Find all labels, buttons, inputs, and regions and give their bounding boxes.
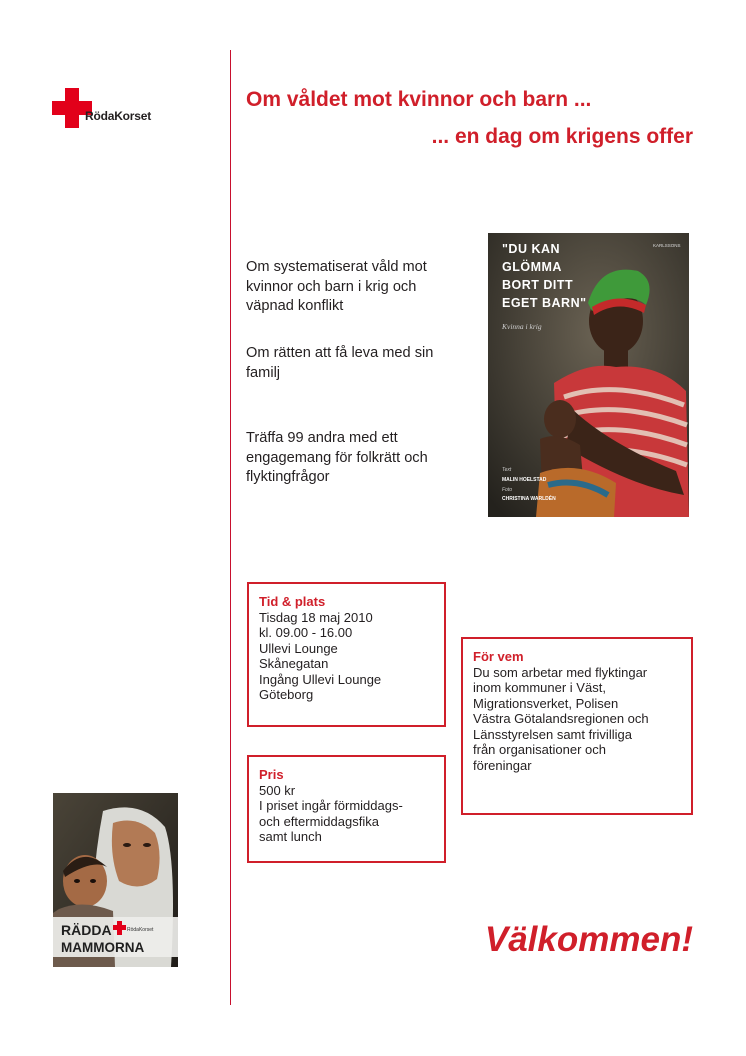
- audience-line: från organisationer och: [473, 742, 606, 757]
- audience-line: föreningar: [473, 757, 532, 773]
- headline-line-2: ... en dag om krigens offer: [431, 125, 693, 148]
- cover2-title-line-1: RÄDDA: [61, 922, 112, 938]
- time-and-place-box: [247, 582, 446, 727]
- book-title-line-2: GLÖMMA: [502, 260, 562, 274]
- event-city: Göteborg: [259, 687, 314, 702]
- event-venue: Ullevi Lounge: [259, 640, 338, 656]
- audience-line: Du som arbetar med flyktingar: [473, 664, 648, 680]
- price-includes-line-3: samt lunch: [259, 829, 322, 844]
- paragraph-violence: Om systematiserat våld mot kvinnor och barn i krig och väpnad konflikt: [246, 259, 427, 314]
- audience-line: Migrationsverket, Polisen: [473, 695, 619, 711]
- book-subtitle: Kvinna i krig: [502, 322, 542, 331]
- book-title-line-4: EGET BARN": [502, 296, 587, 310]
- audience-line: inom kommuner i Väst,: [473, 680, 606, 695]
- event-street: Skånegatan: [259, 656, 329, 671]
- cover2-brand: RödaKorset: [127, 927, 154, 933]
- book-publisher: KARLSSONS: [653, 243, 681, 248]
- book-photo-label: Foto: [502, 487, 513, 493]
- book-author-2: CHRISTINA WARLDÉN: [502, 496, 556, 502]
- welcome-text: Välkommen!: [484, 920, 693, 959]
- book-cover-image: [488, 233, 689, 517]
- audience-heading: För vem: [473, 649, 524, 664]
- logo-brand-text: RödaKorset: [85, 109, 152, 123]
- cover2-title-line-2: MAMMORNA: [61, 940, 145, 955]
- book-author-1: MALIN HOELSTAD: [502, 477, 547, 483]
- radda-mammorna-illustration: [53, 793, 178, 967]
- rodakorset-logo: [52, 88, 172, 132]
- vertical-divider: [230, 50, 231, 1005]
- time-and-place-heading: Tid & plats: [259, 594, 326, 609]
- price-box: [247, 755, 446, 863]
- event-date: Tisdag 18 maj 2010: [259, 609, 373, 625]
- price-heading: Pris: [259, 767, 284, 782]
- price-includes-line-2: och eftermiddagsfika: [259, 813, 379, 829]
- headline-line-1: Om våldet mot kvinnor och barn ...: [246, 88, 592, 111]
- price-includes-line-1: I priset ingår förmiddags-: [259, 798, 403, 813]
- audience-line: Västra Götalandsregionen och: [473, 711, 649, 726]
- event-time: kl. 09.00 - 16.00: [259, 625, 353, 640]
- audience-box: [461, 637, 693, 815]
- paragraph-meet: Träffa 99 andra med ett engagemang för folkrätt och flyktingfrågor: [246, 430, 428, 485]
- price-amount: 500 kr: [259, 782, 296, 798]
- radda-mammorna-cover: [53, 793, 178, 967]
- audience-line: Länsstyrelsen samt frivilliga: [473, 726, 632, 742]
- event-entrance: Ingång Ullevi Lounge: [259, 671, 382, 687]
- book-title-line-1: "DU KAN: [502, 242, 561, 256]
- book-text-label: Text: [502, 467, 512, 473]
- book-cover-illustration: [488, 233, 689, 517]
- paragraph-family: Om rätten att få leva med sin familj: [246, 345, 434, 381]
- book-title-line-3: BORT DITT: [502, 278, 574, 292]
